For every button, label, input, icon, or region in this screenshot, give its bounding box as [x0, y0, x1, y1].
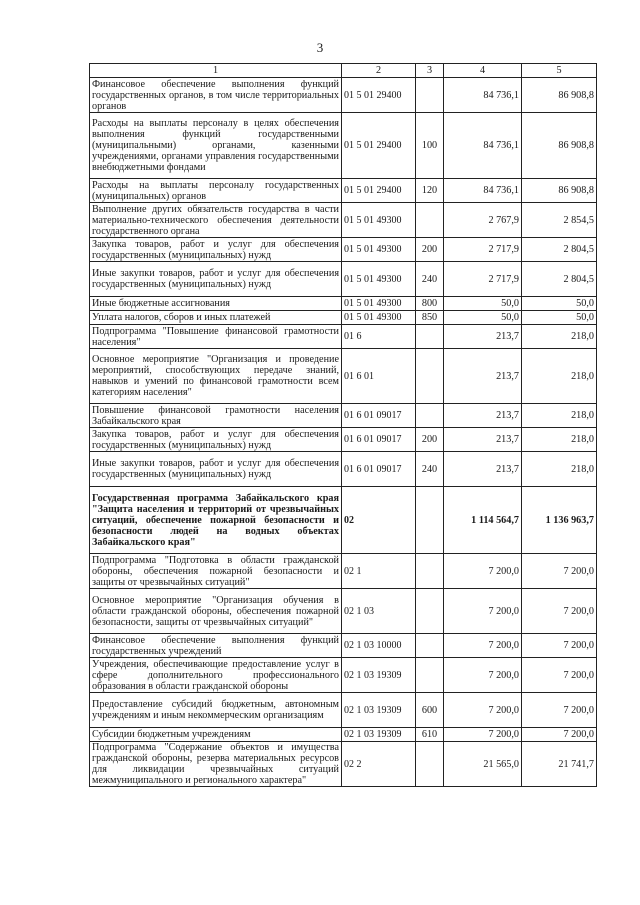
row-amount-1: 213,7	[444, 452, 522, 487]
row-code: 01 5 01 29400	[342, 78, 416, 113]
row-expense-type	[416, 658, 444, 693]
table-row	[90, 487, 597, 554]
row-amount-2: 7 200,0	[522, 634, 597, 658]
row-code: 01 5 01 49300	[342, 311, 416, 325]
row-code: 02	[342, 487, 416, 554]
row-expense-type	[416, 404, 444, 428]
row-name: Уплата налогов, сборов и иных платежей	[90, 311, 342, 325]
table-row	[90, 311, 597, 325]
row-amount-2: 86 908,8	[522, 113, 597, 179]
row-code: 01 5 01 49300	[342, 238, 416, 262]
table-row	[90, 349, 597, 404]
table-row	[90, 325, 597, 349]
row-amount-1: 7 200,0	[444, 634, 522, 658]
row-amount-1: 84 736,1	[444, 113, 522, 179]
table-row	[90, 554, 597, 589]
row-name: Основное мероприятие "Организация обучения в области гражданской обороны, обеспечения пожарной безопасности, защиты от чрезвычайных ситуаций"	[90, 589, 342, 634]
row-expense-type: 100	[416, 113, 444, 179]
row-amount-2: 2 804,5	[522, 238, 597, 262]
row-code: 01 6 01	[342, 349, 416, 404]
row-code: 02 1	[342, 554, 416, 589]
row-amount-2: 50,0	[522, 311, 597, 325]
row-amount-2: 2 804,5	[522, 262, 597, 297]
row-name: Государственная программа Забайкальского края "Защита населения и территорий от чрезвычайных ситуаций, обеспечение пожарной безопасности и безопасности людей на водных объектах Забайкальского края"	[90, 487, 342, 554]
row-expense-type	[416, 487, 444, 554]
row-name: Иные бюджетные ассигнования	[90, 297, 342, 311]
row-amount-2: 218,0	[522, 452, 597, 487]
row-name: Повышение финансовой грамотности населения Забайкальского края	[90, 404, 342, 428]
row-amount-2: 218,0	[522, 428, 597, 452]
table-body	[90, 78, 597, 787]
row-amount-1: 213,7	[444, 404, 522, 428]
row-amount-1: 213,7	[444, 349, 522, 404]
row-name: Подпрограмма "Содержание объектов и имущества гражданской обороны, резерва материальных ресурсов для ликвидации чрезвычайных ситуаций межмуниципального и регионального характера"	[90, 742, 342, 787]
row-expense-type	[416, 203, 444, 238]
row-expense-type: 850	[416, 311, 444, 325]
row-amount-1: 84 736,1	[444, 179, 522, 203]
row-code: 01 5 01 29400	[342, 179, 416, 203]
row-expense-type	[416, 78, 444, 113]
row-amount-2: 7 200,0	[522, 658, 597, 693]
row-code: 01 5 01 29400	[342, 113, 416, 179]
table-header-row	[90, 64, 597, 78]
row-amount-1: 213,7	[444, 428, 522, 452]
table-row	[90, 742, 597, 787]
budget-table	[89, 63, 597, 787]
row-amount-2: 50,0	[522, 297, 597, 311]
row-code: 01 6 01 09017	[342, 404, 416, 428]
row-expense-type	[416, 634, 444, 658]
row-amount-2: 86 908,8	[522, 179, 597, 203]
row-amount-2: 218,0	[522, 404, 597, 428]
row-amount-2: 218,0	[522, 349, 597, 404]
row-expense-type	[416, 554, 444, 589]
row-amount-2: 1 136 963,7	[522, 487, 597, 554]
row-amount-1: 84 736,1	[444, 78, 522, 113]
table-row	[90, 589, 597, 634]
row-amount-2: 86 908,8	[522, 78, 597, 113]
row-expense-type	[416, 742, 444, 787]
row-expense-type	[416, 589, 444, 634]
row-amount-1: 7 200,0	[444, 589, 522, 634]
row-name: Расходы на выплаты персоналу в целях обеспечения выполнения функций государственными (муниципальными) органами, казенными учреждениями, органами управления государственными внебюджетными фондами	[90, 113, 342, 179]
row-amount-2: 7 200,0	[522, 589, 597, 634]
table-row	[90, 634, 597, 658]
row-amount-1: 7 200,0	[444, 658, 522, 693]
column-header-expense-type: 3	[416, 64, 444, 78]
row-amount-2: 7 200,0	[522, 693, 597, 728]
row-name: Финансовое обеспечение выполнения функций государственных учреждений	[90, 634, 342, 658]
table-row	[90, 179, 597, 203]
row-expense-type: 120	[416, 179, 444, 203]
row-code: 02 1 03 19309	[342, 658, 416, 693]
row-name: Выполнение других обязательств государства в части материально-технического обеспечения деятельности государственного органа	[90, 203, 342, 238]
column-header-amount-2: 5	[522, 64, 597, 78]
row-code: 02 1 03 10000	[342, 634, 416, 658]
table-row	[90, 658, 597, 693]
row-code: 01 6 01 09017	[342, 428, 416, 452]
column-header-name: 1	[90, 64, 342, 78]
row-expense-type: 200	[416, 238, 444, 262]
row-expense-type: 240	[416, 452, 444, 487]
table-row	[90, 78, 597, 113]
row-code: 01 5 01 49300	[342, 297, 416, 311]
row-expense-type: 600	[416, 693, 444, 728]
row-expense-type: 610	[416, 728, 444, 742]
row-name: Подпрограмма "Подготовка в области гражданской обороны, обеспечения пожарной безопасности и защиты от чрезвычайных ситуаций"	[90, 554, 342, 589]
row-name: Иные закупки товаров, работ и услуг для обеспечения государственных (муниципальных) нужд	[90, 262, 342, 297]
row-expense-type: 800	[416, 297, 444, 311]
row-name: Учреждения, обеспечивающие предоставление услуг в сфере дополнительного профессионального образования в области гражданской обороны	[90, 658, 342, 693]
page-number: 3	[316, 40, 324, 55]
row-amount-1: 7 200,0	[444, 728, 522, 742]
table-row	[90, 728, 597, 742]
row-code: 02 2	[342, 742, 416, 787]
row-amount-2: 7 200,0	[522, 554, 597, 589]
row-amount-2: 21 741,7	[522, 742, 597, 787]
table-row	[90, 452, 597, 487]
column-header-code: 2	[342, 64, 416, 78]
row-name: Основное мероприятие "Организация и проведение мероприятий, способствующих передаче знаний, навыков и умений по финансовой грамотности всем категориям населения"	[90, 349, 342, 404]
row-expense-type	[416, 325, 444, 349]
row-code: 01 5 01 49300	[342, 262, 416, 297]
row-amount-1: 2 717,9	[444, 238, 522, 262]
row-amount-1: 50,0	[444, 311, 522, 325]
row-name: Иные закупки товаров, работ и услуг для обеспечения государственных (муниципальных) нужд	[90, 452, 342, 487]
table-row	[90, 297, 597, 311]
column-header-amount-1: 4	[444, 64, 522, 78]
row-name: Финансовое обеспечение выполнения функций государственных органов, в том числе территориальных органов	[90, 78, 342, 113]
row-name: Закупка товаров, работ и услуг для обеспечения государственных (муниципальных) нужд	[90, 428, 342, 452]
table-row	[90, 113, 597, 179]
row-name: Предоставление субсидий бюджетным, автономным учреждениям и иным некоммерческим организациям	[90, 693, 342, 728]
row-expense-type: 240	[416, 262, 444, 297]
row-amount-1: 2 767,9	[444, 203, 522, 238]
row-name: Расходы на выплаты персоналу государственных (муниципальных) органов	[90, 179, 342, 203]
table-row	[90, 404, 597, 428]
row-name: Закупка товаров, работ и услуг для обеспечения государственных (муниципальных) нужд	[90, 238, 342, 262]
row-expense-type: 200	[416, 428, 444, 452]
table-row	[90, 428, 597, 452]
row-amount-1: 21 565,0	[444, 742, 522, 787]
row-code: 01 6 01 09017	[342, 452, 416, 487]
table-row	[90, 693, 597, 728]
row-code: 01 5 01 49300	[342, 203, 416, 238]
table-row	[90, 238, 597, 262]
row-amount-1: 50,0	[444, 297, 522, 311]
row-code: 01 6	[342, 325, 416, 349]
row-name: Субсидии бюджетным учреждениям	[90, 728, 342, 742]
row-amount-1: 7 200,0	[444, 554, 522, 589]
table-row	[90, 203, 597, 238]
row-code: 02 1 03 19309	[342, 693, 416, 728]
row-name: Подпрограмма "Повышение финансовой грамотности населения"	[90, 325, 342, 349]
row-amount-1: 2 717,9	[444, 262, 522, 297]
table-row	[90, 262, 597, 297]
row-amount-1: 213,7	[444, 325, 522, 349]
row-code: 02 1 03 19309	[342, 728, 416, 742]
row-amount-1: 1 114 564,7	[444, 487, 522, 554]
row-expense-type	[416, 349, 444, 404]
row-amount-2: 7 200,0	[522, 728, 597, 742]
row-amount-2: 218,0	[522, 325, 597, 349]
row-amount-2: 2 854,5	[522, 203, 597, 238]
row-amount-1: 7 200,0	[444, 693, 522, 728]
row-code: 02 1 03	[342, 589, 416, 634]
